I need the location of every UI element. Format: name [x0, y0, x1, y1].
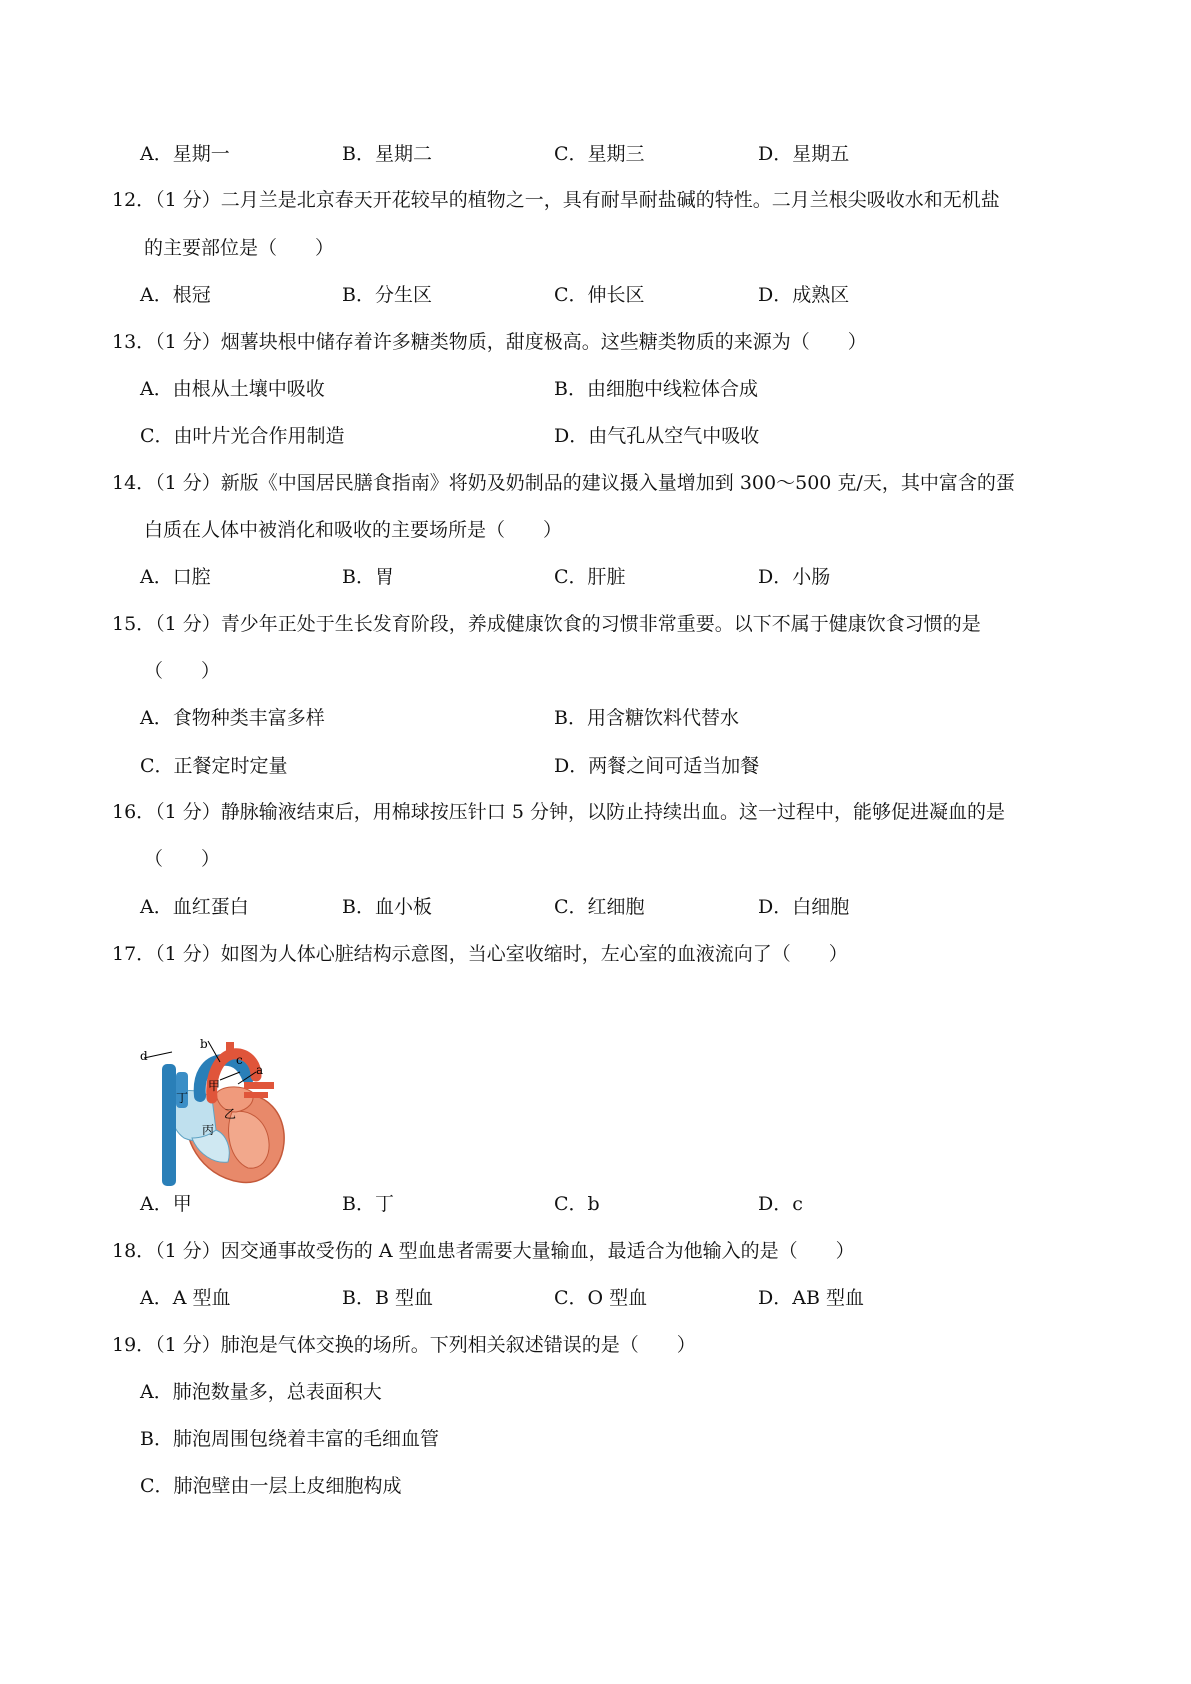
q18-option-a: A．A 型血	[140, 1287, 231, 1309]
label-yi: 乙	[224, 1107, 237, 1121]
q12-stem-line2: 的主要部位是（ ）	[144, 237, 335, 259]
q16-option-a: A．血红蛋白	[140, 896, 249, 918]
label-b: b	[200, 1037, 208, 1051]
label-d: d	[140, 1049, 148, 1063]
q17-option-a: A．甲	[140, 1193, 192, 1215]
label-ding: 丁	[176, 1091, 189, 1105]
q17-option-c: C．b	[554, 1193, 600, 1215]
q13-option-d: D．由气孔从空气中吸收	[554, 425, 760, 447]
q17-option-b: B．丁	[342, 1193, 394, 1215]
aorta-branch	[226, 1042, 234, 1058]
label-a: a	[256, 1063, 264, 1077]
q12-stem-line1: 12．（1 分）二月兰是北京春天开花较早的植物之一，具有耐旱耐盐碱的特性。二月兰根尖吸收水和无机盐	[112, 189, 1000, 211]
q16-option-b: B．血小板	[342, 896, 432, 918]
q13-option-b: B．由细胞中线粒体合成	[554, 378, 758, 400]
q14-stem-line2: 白质在人体中被消化和吸收的主要场所是（ ）	[144, 519, 563, 541]
q15-stem-line1: 15．（1 分）青少年正处于生长发育阶段，养成健康饮食的习惯非常重要。以下不属于健康饮食习惯的是	[112, 613, 981, 635]
q18-option-c: C．O 型血	[554, 1287, 648, 1309]
pulmonary-vein	[244, 1082, 274, 1089]
q11-option-b: B．星期二	[342, 143, 432, 165]
q12-option-b: B．分生区	[342, 284, 432, 306]
q11-option-d: D．星期五	[758, 143, 850, 165]
q19-option-b: B．肺泡周围包绕着丰富的毛细血管	[140, 1428, 439, 1450]
q19-option-a: A．肺泡数量多，总表面积大	[140, 1381, 382, 1403]
q13-stem-line1: 13．（1 分）烟薯块根中储存着许多糖类物质，甜度极高。这些糖类物质的来源为（ ）	[112, 331, 867, 353]
q13-option-a: A．由根从土壤中吸收	[140, 378, 325, 400]
q16-stem-line2: （ ）	[144, 848, 221, 870]
q15-stem-line2: （ ）	[144, 660, 221, 682]
q18-option-b: B．B 型血	[342, 1287, 433, 1309]
q18-option-d: D．AB 型血	[758, 1287, 864, 1309]
label-c: c	[236, 1053, 243, 1067]
q14-option-d: D．小肠	[758, 566, 831, 588]
pulmonary-vein-2	[244, 1092, 268, 1098]
q17-option-d: D．c	[758, 1193, 803, 1215]
q15-option-a: A．食物种类丰富多样	[140, 707, 325, 729]
q14-option-c: C．肝脏	[554, 566, 626, 588]
label-bing: 丙	[202, 1123, 215, 1137]
q16-option-c: C．红细胞	[554, 896, 645, 918]
q11-option-a: A．星期一	[140, 143, 230, 165]
q12-option-c: C．伸长区	[554, 284, 645, 306]
q17-stem-line1: 17．（1 分）如图为人体心脏结构示意图，当心室收缩时，左心室的血液流向了（ ）	[112, 943, 848, 965]
heart-diagram	[140, 1036, 290, 1186]
q12-option-d: D．成熟区	[758, 284, 850, 306]
q15-option-c: C．正餐定时定量	[140, 755, 288, 777]
q12-option-a: A．根冠	[140, 284, 211, 306]
q16-stem-line1: 16．（1 分）静脉输液结束后，用棉球按压针口 5 分钟，以防止持续出血。这一过程中，能够促进凝血的是	[112, 801, 1005, 823]
q15-option-b: B．用含糖饮料代替水	[554, 707, 739, 729]
leader-c	[220, 1072, 240, 1080]
q19-option-c: C．肺泡壁由一层上皮细胞构成	[140, 1475, 402, 1497]
q19-stem-line1: 19．（1 分）肺泡是气体交换的场所。下列相关叙述错误的是（ ）	[112, 1334, 696, 1356]
label-jia: 甲	[208, 1079, 221, 1093]
q14-option-a: A．口腔	[140, 566, 211, 588]
q13-option-c: C．由叶片光合作用制造	[140, 425, 345, 447]
leader-d	[144, 1052, 172, 1058]
q14-option-b: B．胃	[342, 566, 394, 588]
q11-option-c: C．星期三	[554, 143, 645, 165]
q16-option-d: D．白细胞	[758, 896, 850, 918]
q18-stem-line1: 18．（1 分）因交通事故受伤的 A 型血患者需要大量输血，最适合为他输入的是（ ）	[112, 1240, 855, 1262]
q14-stem-line1: 14．（1 分）新版《中国居民膳食指南》将奶及奶制品的建议摄入量增加到 300～500 克/天，其中富含的蛋	[112, 472, 1015, 494]
q15-option-d: D．两餐之间可适当加餐	[554, 755, 760, 777]
vena-cava	[162, 1064, 176, 1186]
